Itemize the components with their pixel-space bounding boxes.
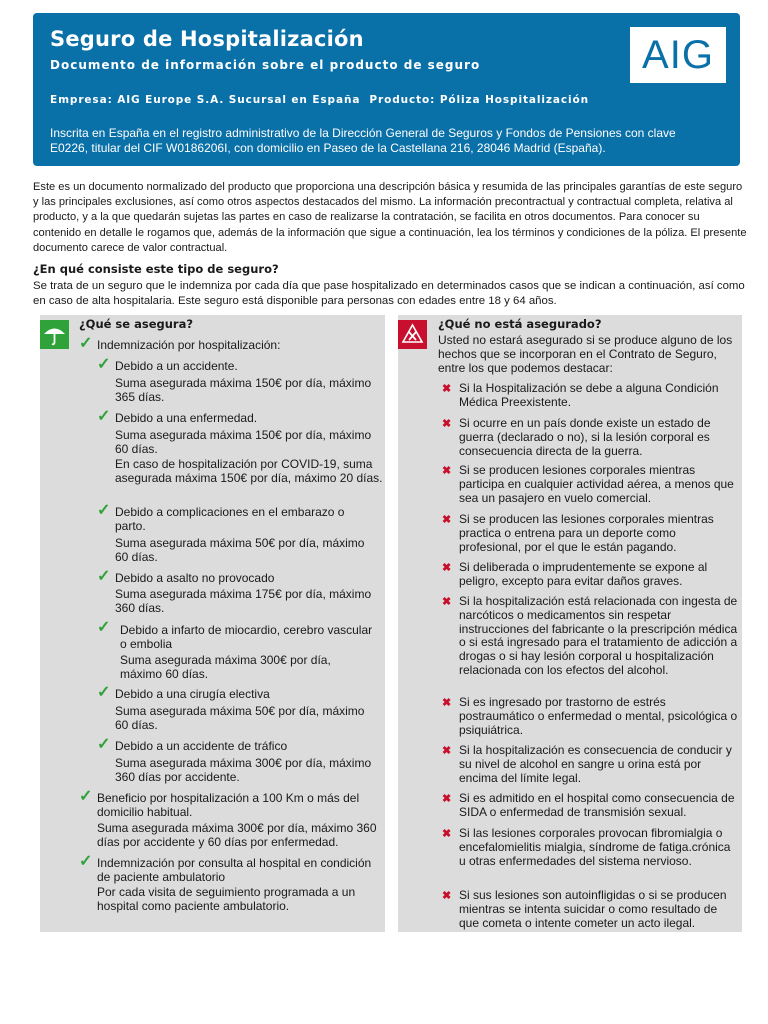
covered-detail: Suma asegurada máxima 50€ por día, máximo 60 días.	[115, 536, 365, 564]
cross-icon: ✖	[442, 514, 452, 526]
document-header	[33, 13, 740, 166]
covered-title: ¿Qué se asegura?	[79, 317, 194, 331]
covered-detail: Suma asegurada máxima 150€ por día, máximo 365 días.	[115, 376, 372, 404]
section-text: Se trata de un seguro que le indemniza por cada día que pase hospitalizado en determinados casos que se indican a continuación, así como en caso de alta hospitalaria. Este seguro está disponible para personas con edades entre 18 y 64 años.	[33, 280, 745, 307]
cross-icon: ✖	[442, 596, 452, 608]
not-covered-intro: Usted no estará asegurado si se produce alguno de los hechos que se incorporan en el Contrato de Seguro, entre los que podemos destacar:	[438, 333, 733, 375]
check-icon: ✓	[97, 356, 111, 373]
exclusion-item: Si deliberada o imprudentemente se expone al peligro, excepto para evitar daños graves.	[459, 560, 708, 588]
check-icon: ✓	[97, 619, 111, 636]
exclusion-item: Si se producen las lesiones corporales mientras practica o entrena para un deporte como profesional, por el que le están pagando.	[459, 512, 714, 554]
logo-text: AIG	[642, 32, 714, 77]
registration-text: Inscrita en España en el registro administrativo de la Dirección General de Seguros y Fondos de Pensiones con clave E0226, titular del CIF W0186206I, con domicilio en Paseo de la Castellana 216, 28046 Madrid (España).	[50, 126, 676, 155]
covered-detail: Por cada visita de seguimiento programada a un hospital como paciente ambulatorio.	[97, 885, 356, 913]
covered-detail: En caso de hospitalización por COVID-19, suma asegurada máxima 150€ por día, máximo 20 días.	[115, 457, 383, 485]
intro-paragraph: Este es un documento normalizado del producto que proporciona una descripción básica y resumida de las principales garantías de este seguro y las principales exclusiones, así como otros aspectos destacados del mismo. La información precontractual y contractual completa, relativa al producto, y a la que quedarán sujetas las partes en caso de realizarse la contratación, se facilita en otros documentos. Para conocer su contenido en detalle le rogamos que, además de la información que sigue a continuación, lea los términos y condiciones de la póliza. El presente documento carece de valor contractual.	[33, 181, 747, 254]
check-icon: ✓	[97, 502, 111, 519]
covered-item: Debido a un accidente de tráfico	[115, 739, 288, 753]
check-icon: ✓	[97, 408, 111, 425]
cross-icon: ✖	[442, 562, 452, 574]
covered-item: Debido a una cirugía electiva	[115, 687, 270, 701]
covered-detail: Suma asegurada máxima 175€ por día, máximo 360 días.	[115, 587, 372, 615]
check-icon: ✓	[97, 568, 111, 585]
covered-item: Debido a complicaciones en el embarazo o parto.	[115, 505, 345, 533]
not-covered-title: ¿Qué no está asegurado?	[438, 317, 602, 331]
cross-icon: ✖	[442, 828, 452, 840]
check-icon: ✓	[97, 736, 111, 753]
exclusion-item: Si sus lesiones son autoinfligidas o si se producen mientras se intenta suicidar o como resultado de que cometa o intente cometer un acto ilegal.	[459, 888, 727, 930]
check-icon: ✓	[79, 853, 93, 870]
check-icon: ✓	[79, 788, 93, 805]
covered-detail: Suma asegurada máxima 300€ por día, máximo 360 días por accidente y 60 días por enfermedad.	[97, 821, 377, 849]
covered-panel	[40, 315, 385, 932]
document-subtitle: Documento de información sobre el producto de seguro	[50, 58, 481, 72]
cross-icon: ✖	[442, 418, 452, 430]
covered-item: Debido a infarto de miocardio, cerebro vascular o embolia	[120, 623, 373, 651]
cross-icon: ✖	[442, 697, 452, 709]
cross-icon: ✖	[442, 465, 452, 477]
check-icon: ✓	[79, 335, 93, 352]
covered-item: Debido a un accidente.	[115, 359, 238, 373]
exclusion-item: Si las lesiones corporales provocan fibromialgia o encefalomielitis mialgia, síndrome de fatiga.crónica u otras enfermedades del sistema nervioso.	[459, 826, 731, 868]
aig-logo	[630, 27, 726, 83]
covered-detail: Suma asegurada máxima 300€ por día, máximo 60 días.	[120, 653, 331, 681]
covered-detail: Suma asegurada máxima 300€ por día, máximo 360 días por accidente.	[115, 756, 372, 784]
exclusion-item: Si es ingresado por trastorno de estrés postraumático o enfermedad o mental, psicológica o psiquiátrica.	[459, 695, 738, 737]
warning-icon	[398, 320, 427, 349]
document-title: Seguro de Hospitalización	[50, 27, 364, 51]
exclusion-item: Si es admitido en el hospital como consecuencia de SIDA o enfermedad de transmisión sexual.	[459, 791, 735, 819]
exclusion-item: Si se producen lesiones corporales mientras participa en cualquier actividad aérea, a menos que sea un pasajero en vuelo comercial.	[459, 463, 734, 505]
covered-detail: Suma asegurada máxima 150€ por día, máximo 60 días.	[115, 428, 372, 456]
covered-detail: Suma asegurada máxima 50€ por día, máximo 60 días.	[115, 704, 365, 732]
cross-icon: ✖	[442, 793, 452, 805]
exclusion-item: Si ocurre en un país donde existe un estado de guerra (declarado o no), si la lesión corporal es consecuencia directa de la guerra.	[459, 416, 711, 458]
not-covered-panel	[398, 315, 742, 932]
cross-icon: ✖	[442, 383, 452, 395]
covered-item: Indemnización por hospitalización:	[97, 338, 281, 352]
exclusion-item: Si la Hospitalización se debe a alguna Condición Médica Preexistente.	[459, 381, 719, 409]
exclusion-item: Si la hospitalización es consecuencia de conducir y su nivel de alcohol en sangre u orina está por encima del límite legal.	[459, 743, 732, 785]
exclusion-item: Si la hospitalización está relacionada con ingesta de narcóticos o medicamentos sin respetar instrucciones del fabricante o la prescripción médica o si está ingresado para el tratamiento de adicción a drogas o si hay lesión corporal u hospitalización relacionada con los efectos del alcohol.	[459, 594, 738, 677]
check-icon: ✓	[97, 684, 111, 701]
umbrella-icon	[40, 320, 69, 349]
covered-item: Debido a una enfermedad.	[115, 411, 258, 425]
covered-item: Debido a asalto no provocado	[115, 571, 275, 585]
covered-item: Indemnización por consulta al hospital en condición de paciente ambulatorio	[97, 856, 372, 884]
cross-icon: ✖	[442, 890, 452, 902]
section-heading: ¿En qué consiste este tipo de seguro?	[33, 262, 279, 276]
covered-item: Beneficio por hospitalización a 100 Km o más del domicilio habitual.	[97, 791, 360, 819]
company-product-line: Empresa: AIG Europe S.A. Sucursal en España Producto: Póliza Hospitalización	[50, 94, 589, 106]
cross-icon: ✖	[442, 745, 452, 757]
